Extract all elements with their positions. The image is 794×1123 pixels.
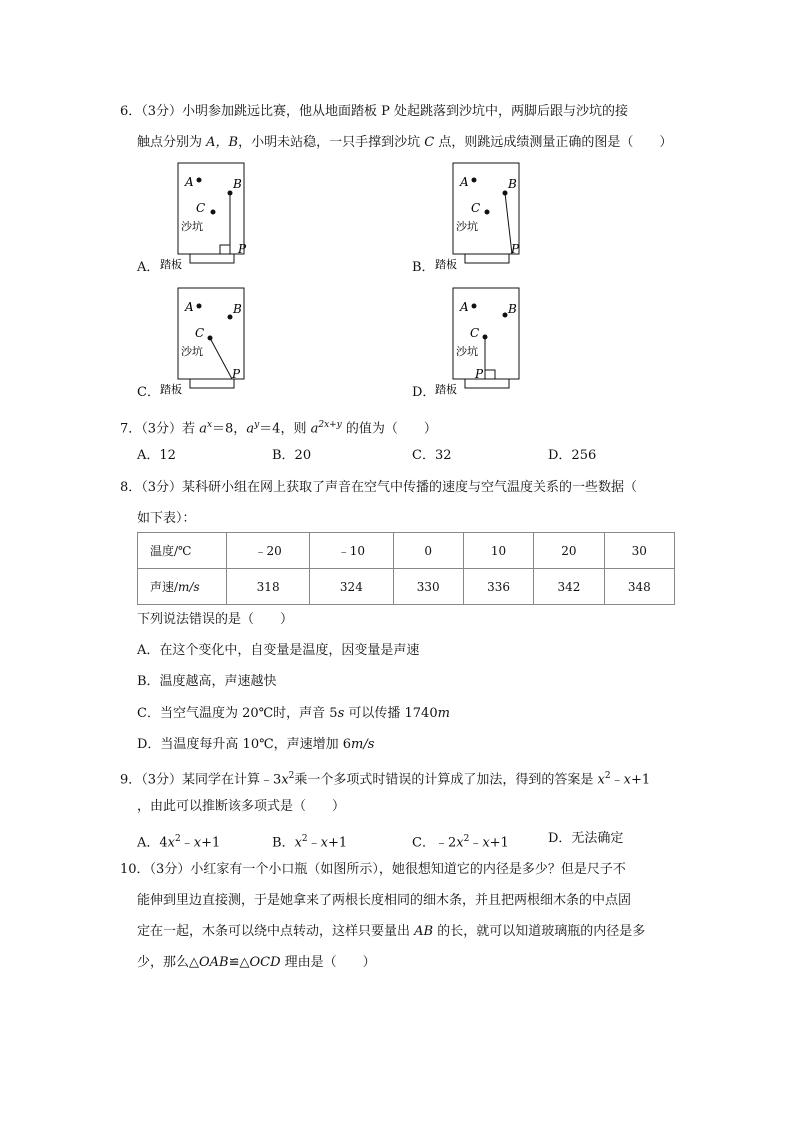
table-header-temp: 温度/℃ (138, 533, 227, 569)
q9-sup: 2 (288, 771, 295, 781)
q9-sup: 2 (604, 771, 611, 781)
q6-line2-ab: A，B (206, 135, 239, 150)
opt-var: x (294, 835, 302, 851)
opt-var: x (320, 835, 328, 851)
label-b: B (508, 177, 517, 191)
table-cell: 342 (534, 569, 604, 605)
header-text: 声速/ (150, 580, 179, 594)
table-cell: ﹣10 (310, 533, 393, 569)
label-a: A (460, 300, 469, 314)
label-p: P (475, 367, 484, 381)
q10-line2: 能伸到里边直接测，于是她拿来了两根长度相同的细木条，并且把两根细木条的中点固 (137, 893, 632, 908)
opt-part: C．﹣2 (412, 835, 457, 851)
q10-line3 (137, 924, 645, 940)
opt-part: A．4 (137, 835, 168, 851)
label-b: B (233, 302, 242, 316)
q7-sup: y (254, 420, 260, 430)
q10-part: 少，那么△ (137, 955, 199, 970)
q6-option-d-letter[interactable]: D． (412, 385, 436, 400)
q6-line2-c: C (424, 135, 435, 150)
opt-unit: m/s (351, 737, 375, 752)
q10-var: OCD (249, 955, 281, 970)
point-c (211, 210, 216, 215)
q10-part: ≌△ (228, 955, 250, 970)
q7-part: 7．（3分）若 (120, 421, 200, 437)
point-a (197, 304, 202, 309)
point-a (197, 178, 202, 183)
q6-figure-c[interactable] (160, 285, 270, 400)
q6-figure-b[interactable] (435, 160, 545, 275)
q6-figure-d[interactable] (435, 285, 545, 400)
label-c: C (471, 201, 481, 215)
takeoff-board (190, 254, 234, 263)
point-a (472, 178, 477, 183)
q6-option-b-letter[interactable]: B． (412, 260, 435, 275)
opt-part: B． (272, 835, 295, 851)
q10-line4 (137, 955, 376, 971)
q9-var: x (623, 772, 631, 788)
q8-line2: 如下表）： (137, 511, 196, 526)
q7-var: a (246, 421, 255, 437)
q9-part: +1 (630, 772, 651, 788)
table-cell: 20 (534, 533, 604, 569)
opt-part: ﹣ (469, 835, 483, 851)
q10-var: AB (414, 924, 434, 939)
point-b (228, 315, 233, 320)
measure-line (210, 338, 232, 379)
label-pit: 沙坑 (456, 220, 478, 233)
q10-part: 的长，就可以知道玻璃瓶的内径是多 (433, 924, 646, 939)
label-a: A (185, 175, 194, 189)
q7-sup: 2x+y (318, 420, 342, 430)
opt-unit: m (437, 706, 450, 721)
q9-part: 乘一个多项式时错误的计算成了加法，得到的答案是 (294, 772, 598, 788)
label-p: P (232, 367, 241, 381)
q8-option-c[interactable] (137, 706, 450, 722)
q7-stem (120, 417, 437, 437)
q10-var: OAB (199, 955, 229, 970)
label-c: C (470, 326, 480, 340)
label-b: B (508, 302, 517, 316)
opt-unit: s (337, 706, 345, 721)
opt-part: ﹣ (180, 835, 194, 851)
table-cell: 348 (604, 569, 674, 605)
q7-sup: x (206, 420, 213, 430)
label-board: 踏板 (435, 258, 457, 271)
opt-part: +1 (489, 835, 509, 851)
label-a: A (185, 300, 194, 314)
q9-option-a[interactable] (137, 831, 220, 851)
q9-line2: ，由此可以推断该多项式是（ ） (137, 799, 346, 814)
q6-figure-a[interactable] (160, 160, 270, 275)
q8-option-d[interactable] (137, 737, 374, 753)
table-cell: 30 (604, 533, 674, 569)
label-board: 踏板 (160, 383, 182, 396)
opt-var: x (193, 835, 202, 851)
table-cell: 336 (463, 569, 533, 605)
q9-part: 9．（3分）某同学在计算﹣3 (120, 772, 282, 788)
q6-option-c-letter[interactable]: C． (137, 385, 160, 400)
q9-option-c[interactable] (412, 831, 509, 851)
opt-part: ﹣ (307, 835, 321, 851)
q7-part: ＝8， (212, 421, 247, 437)
label-a: A (460, 175, 469, 189)
q10-line1: 10．（3分）小红家有一个小口瓶（如图所示），她很想知道它的内径是多少？但是尺子不 (120, 862, 626, 877)
table-cell: 330 (393, 569, 463, 605)
opt-part: D．当温度每升高 10℃，声速增加 6 (137, 737, 352, 752)
right-angle-mark (220, 245, 230, 254)
table-header-speed (138, 569, 227, 605)
label-board: 踏板 (160, 258, 182, 271)
label-pit: 沙坑 (456, 345, 478, 358)
q7-var: a (310, 421, 319, 437)
takeoff-board (465, 254, 509, 263)
table-row (138, 569, 675, 605)
q9-option-b[interactable] (272, 831, 347, 851)
q8-question: 下列说法错误的是（ ） (137, 612, 294, 627)
q7-part: ＝4，则 (259, 421, 311, 437)
table-cell: 10 (463, 533, 533, 569)
q7-var: a (199, 421, 207, 437)
point-c (485, 210, 490, 215)
label-c: C (196, 201, 206, 215)
table-cell: ﹣20 (227, 533, 310, 569)
q6-line2 (137, 135, 672, 151)
table-row (138, 533, 675, 569)
q8-option-a[interactable]: A．在这个变化中，自变量是温度，因变量是声速 (137, 643, 420, 658)
header-unit: m/s (178, 580, 200, 594)
q8-data-table (137, 532, 675, 605)
opt-part: +1 (201, 835, 221, 851)
q7-option-c[interactable]: C．32 (412, 448, 452, 463)
label-p: P (238, 242, 247, 256)
opt-part: +1 (328, 835, 348, 851)
label-pit: 沙坑 (181, 220, 203, 233)
opt-var: x (456, 835, 464, 851)
table-cell: 324 (310, 569, 393, 605)
opt-part: C．当空气温度为 20℃时，声音 5 (137, 706, 338, 721)
q6-line2-part: 触点分别为 (137, 135, 207, 150)
takeoff-board (190, 379, 234, 388)
q10-part: 理由是（ ） (280, 955, 376, 970)
q7-part: 的值为（ ） (341, 421, 437, 437)
point-b (503, 313, 508, 318)
table-cell: 0 (393, 533, 463, 569)
opt-var: x (167, 835, 176, 851)
opt-var: x (482, 835, 490, 851)
q6-line1: 6．（3分）小明参加跳远比赛，他从地面踏板 P 处起跳落到沙坑中，两脚后跟与沙坑的接 (120, 104, 629, 119)
label-p: P (511, 242, 520, 256)
point-a (472, 304, 477, 309)
q7-option-b[interactable]: B．20 (272, 448, 312, 463)
label-pit: 沙坑 (181, 345, 203, 358)
opt-sup: 2 (463, 834, 470, 844)
q7-option-d[interactable]: D．256 (548, 448, 597, 463)
label-board: 踏板 (435, 383, 457, 396)
q6-option-a-letter[interactable]: A． (137, 260, 160, 275)
q7-option-a[interactable]: A．12 (137, 448, 176, 463)
label-c: C (195, 326, 205, 340)
right-angle-mark (485, 370, 495, 379)
q8-option-b[interactable]: B．温度越高，声速越快 (137, 674, 277, 689)
takeoff-board (465, 379, 509, 388)
q8-line1: 8．（3分）某科研小组在网上获取了声音在空气中传播的速度与空气温度关系的一些数据（ (120, 480, 638, 495)
q9-var: x (597, 772, 605, 788)
q9-part: ﹣ (610, 772, 624, 788)
q6-line2-part: ，小明未站稳，一只手撑到沙坑 (238, 135, 425, 150)
opt-sup: 2 (301, 834, 308, 844)
q9-var: x (281, 772, 289, 788)
q6-line2-part: 点，则跳远成绩测量正确的图是（ ） (434, 135, 673, 150)
q9-line1 (120, 768, 650, 788)
table-cell: 318 (227, 569, 310, 605)
opt-part: 可以传播 1740 (344, 706, 438, 721)
q10-part: 定在一起，木条可以绕中点转动，这样只要量出 (137, 924, 415, 939)
label-b: B (233, 177, 242, 191)
q9-option-d[interactable]: D．无法确定 (548, 831, 624, 846)
opt-sup: 2 (175, 834, 181, 844)
